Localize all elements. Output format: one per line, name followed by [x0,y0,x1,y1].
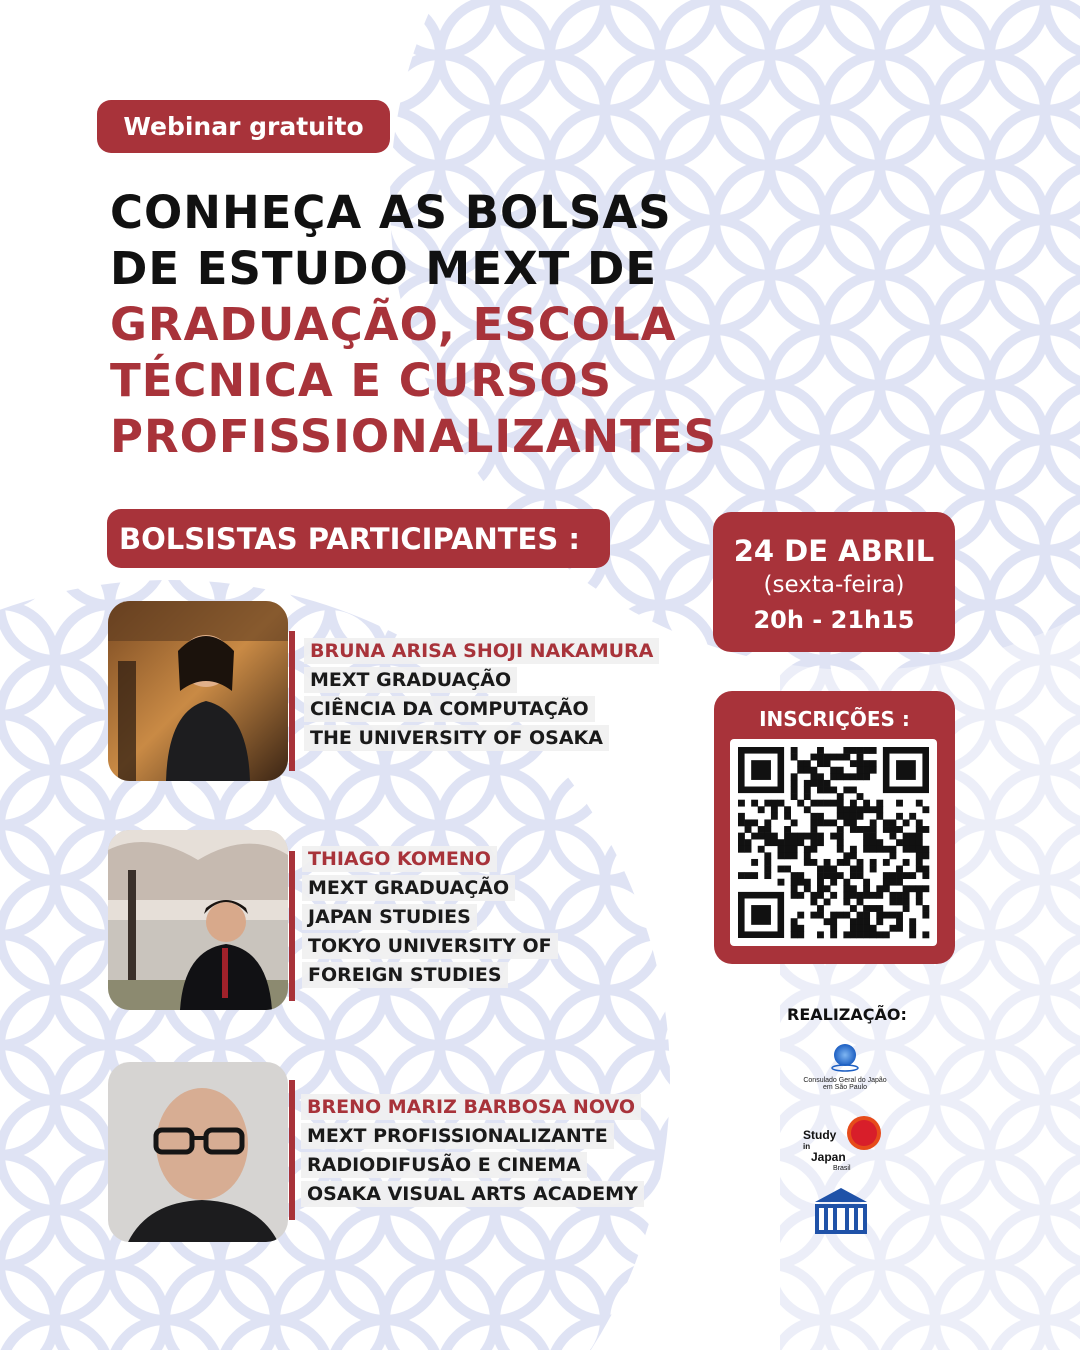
participant-name: BRENO MARIZ BARBOSA NOVO [301,1094,641,1120]
participant-course: JAPAN STUDIES [302,904,477,930]
participant-program: MEXT PROFISSIONALIZANTE [301,1123,614,1149]
participants-heading: BOLSISTAS PARTICIPANTES : [107,509,610,568]
event-time: 20h - 21h15 [753,606,915,634]
participant-course: RADIODIFUSÃO E CINEMA [301,1152,587,1178]
organizers-label: REALIZAÇÃO: [787,1005,907,1024]
participant-program: MEXT GRADUAÇÃO [302,875,515,901]
brasil-word: Brasil [833,1165,851,1172]
registration-box[interactable] [714,691,955,964]
participant-name: THIAGO KOMENO [302,846,497,872]
event-weekday: (sexta-feira) [763,572,905,598]
participant-school: OSAKA VISUAL ARTS ACADEMY [301,1181,644,1207]
registration-label: INSCRIÇÕES : [759,707,910,731]
participant-photo [108,1062,288,1242]
participant-school-line2: FOREIGN STUDIES [302,962,508,988]
participant-photo [108,830,288,1010]
japan-word: Japan [811,1150,846,1164]
study-word: Study [803,1128,837,1142]
participant-name: BRUNA ARISA SHOJI NAKAMURA [304,638,659,664]
consulate-city: em São Paulo [823,1084,867,1091]
title-line: DE ESTUDO MEXT DE [110,242,658,295]
participant-course: CIÊNCIA DA COMPUTAÇÃO [304,696,595,722]
participant-school: TOKYO UNIVERSITY OF [302,933,558,959]
in-word: in [803,1142,811,1151]
study-in-japan-logo [803,1113,888,1172]
participant-program: MEXT GRADUAÇÃO [304,667,517,693]
webinar-badge: Webinar gratuito [97,100,390,153]
participant-divider [289,1080,295,1220]
participant-divider [289,631,295,771]
building-icon [813,1186,869,1236]
event-date-box [713,512,955,652]
title-line: GRADUAÇÃO, ESCOLA [110,298,677,351]
title-line: PROFISSIONALIZANTES [110,410,718,463]
participant-info [302,846,558,991]
consulate-globe-icon [830,1042,860,1072]
page-title [110,185,1010,465]
qr-code-icon[interactable] [730,739,937,946]
title-line: CONHEÇA AS BOLSAS [110,186,672,239]
participant-info [301,1094,644,1210]
consulate-name: Consulado Geral do Japão [803,1077,887,1084]
consulate-logo [800,1042,890,1091]
event-day: 24 DE ABRIL [733,534,935,568]
participant-school: THE UNIVERSITY OF OSAKA [304,725,609,751]
title-line: TÉCNICA E CURSOS [110,354,613,407]
institution-logo [813,1186,869,1241]
participant-info [304,638,659,754]
participant-divider [289,851,295,1001]
participant-photo [108,601,288,781]
